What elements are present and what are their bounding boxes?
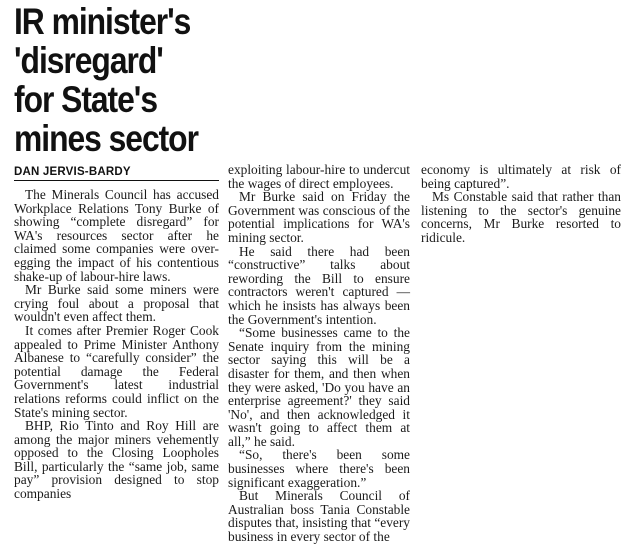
- paragraph: BHP, Rio Tinto and Roy Hill are among the major miners vehemently opposed to the Closing Loopholes Bill, particularly the “same job, same pay” provision designed to stop companies: [14, 418, 219, 502]
- paragraph: Ms Constable said that rather than listening to the sector's genuine concerns, Mr Burke resorted to ridicule.: [421, 189, 621, 245]
- headline: [14, 1, 198, 159]
- headline-line-4: mines sector: [14, 118, 198, 159]
- paragraph: It comes after Premier Roger Cook appealed to Prime Minister Anthony Albanese to “carefully consider” the potential damage the Federal Government's latest industrial relations reforms could inflict on the State's mining sector.: [14, 322, 219, 420]
- paragraph: Mr Burke said some miners were crying foul about a proposal that wouldn't even affect them.: [14, 282, 219, 325]
- paragraph: The Minerals Council has accused Workplace Relations Tony Burke of showing “complete disregard” for WA's resources sector after he claimed some companies were over-egging the impact of his contentious shake-up of labour-hire laws.: [14, 187, 219, 284]
- headline-line-2: 'disregard': [14, 40, 163, 81]
- paragraph: “Some businesses came to the Senate inquiry from the mining sector saying this will be a disaster for them, and then when they were asked, 'Do you have an enterprise agreement?' they said 'No', and then acknowledged it wasn't going to affect them at all,” he said.: [228, 325, 410, 449]
- paragraph-continued: exploiting labour-hire to undercut the wages of direct employees.: [228, 162, 410, 191]
- column-1: [14, 188, 219, 501]
- headline-line-1: IR minister's: [14, 1, 191, 42]
- paragraph: “So, there's been some businesses where there's been significant exaggeration.”: [228, 447, 410, 490]
- column-3: [421, 163, 621, 245]
- paragraph: But Minerals Council of Australian boss Tania Constable disputes that, insisting that “every business in every sector of the: [228, 488, 410, 545]
- column-2: [228, 163, 410, 544]
- paragraph: He said there had been “constructive” talks about rewording the Bill to ensure contractors weren't captured — which he insists has always been the Government's intention.: [228, 243, 410, 327]
- byline: DAN JERVIS-BARDY: [14, 166, 219, 181]
- headline-line-3: for State's: [14, 79, 157, 120]
- paragraph: Mr Burke said on Friday the Government was conscious of the potential implications for WA's mining sector.: [228, 189, 410, 245]
- paragraph-continued: economy is ultimately at risk of being captured”.: [421, 162, 621, 191]
